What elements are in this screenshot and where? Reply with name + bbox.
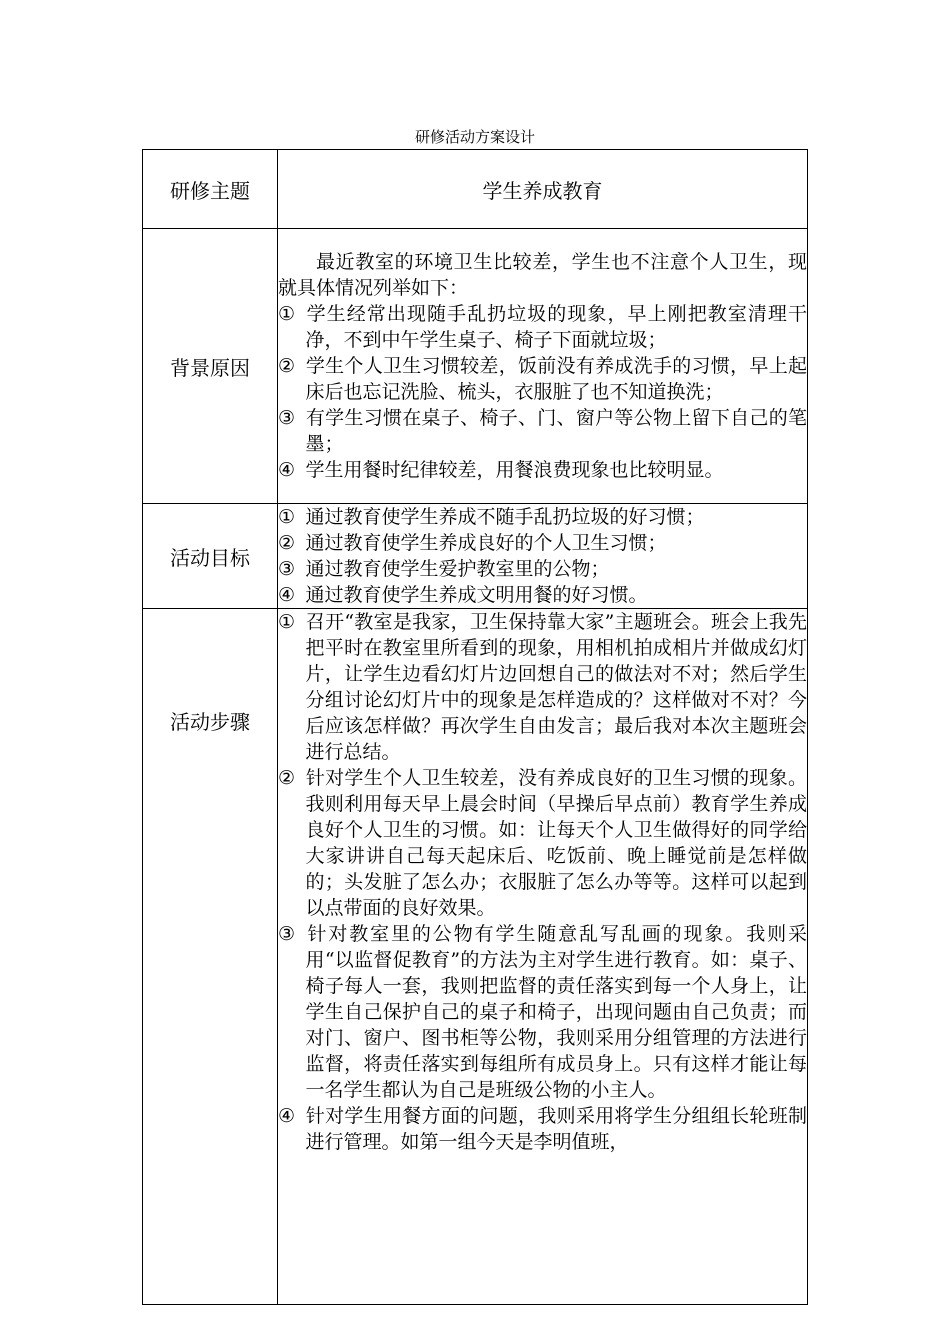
list-item: [278, 921, 807, 1103]
item-text: 针对教室里的公物有学生随意乱写乱画的现象。我则采用“以监督促教育”的方法为主对学生进行教育。如：桌子、椅子每人一套，我则把监督的责任落实到每一个人身上，让学生自己保护自己的桌子和椅子，出现问题由自己负责；而对门、窗户、图书柜等公物，我则采用分组管理的方法进行监督，将责任落实到每组所有成员身上。只有这样才能让每一名学生都认为自己是班级公物的小主人。: [305, 923, 807, 1101]
goals-row: [143, 504, 808, 609]
list-item: [278, 405, 807, 457]
steps-content: [278, 609, 808, 1305]
item-marker: ①: [278, 611, 296, 633]
item-marker: ②: [278, 767, 296, 789]
background-content: [278, 229, 808, 504]
item-text: 通过教育使学生养成文明用餐的好习惯。: [305, 584, 648, 606]
item-marker: ④: [278, 584, 296, 606]
document-title: 研修活动方案设计: [414, 128, 535, 146]
list-item: [278, 504, 807, 530]
item-text: 通过教育使学生养成不随手乱扔垃圾的好习惯；: [305, 506, 705, 528]
steps-label: 活动步骤: [143, 609, 278, 1305]
topic-row: [143, 150, 808, 229]
topic-value: 学生养成教育: [278, 150, 808, 229]
list-item: [278, 765, 807, 921]
item-marker: ②: [278, 355, 296, 377]
background-label: 背景原因: [143, 229, 278, 504]
steps-row: [143, 609, 808, 1305]
list-item: [278, 457, 807, 483]
list-item: [278, 609, 807, 765]
plan-table: [142, 149, 808, 1305]
list-item: [278, 582, 807, 608]
item-marker: ③: [278, 923, 296, 945]
item-text: 召开“教室是我家，卫生保持靠大家”主题班会。班会上我先把平时在教室里所看到的现象，用相机拍成相片并做成幻灯片，让学生边看幻灯片边回想自己的做法对不对；然后学生分组讨论幻灯片中的现象是怎样造成的？这样做对不对？今后应该怎样做？再次学生自由发言；最后我对本次主题班会进行总结。: [305, 611, 807, 763]
item-text: 针对学生个人卫生较差，没有养成良好的卫生习惯的现象。我则利用每天早上晨会时间（早操后早点前）教育学生养成良好个人卫生的习惯。如：让每天个人卫生做得好的同学给大家讲讲自己每天起床后、吃饭前、晚上睡觉前是怎样做的；头发脏了怎么办；衣服脏了怎么办等等。这样可以起到以点带面的良好效果。: [305, 767, 807, 919]
item-text: 学生个人卫生习惯较差，饭前没有养成洗手的习惯，早上起床后也忘记洗脸、梳头，衣服脏了也不知道换洗；: [305, 355, 807, 403]
list-item: [278, 353, 807, 405]
background-intro: 最近教室的环境卫生比较差，学生也不注意个人卫生，现就具体情况列举如下：: [278, 251, 807, 299]
item-marker: ①: [278, 303, 296, 325]
background-row: [143, 229, 808, 504]
item-text: 有学生习惯在桌子、椅子、门、窗户等公物上留下自己的笔墨；: [305, 407, 807, 455]
item-marker: ①: [278, 506, 296, 528]
item-marker: ④: [278, 1105, 296, 1127]
goals-content: [278, 504, 808, 609]
item-text: 学生经常出现随手乱扔垃圾的现象，早上刚把教室清理干净，不到中午学生桌子、椅子下面就垃圾；: [305, 303, 807, 351]
item-marker: ③: [278, 407, 296, 429]
list-item: [278, 530, 807, 556]
item-text: 针对学生用餐方面的问题，我则采用将学生分组组长轮班制进行管理。如第一组今天是李明值班，: [305, 1105, 807, 1153]
item-marker: ③: [278, 558, 296, 580]
item-text: 学生用餐时纪律较差，用餐浪费现象也比较明显。: [305, 459, 724, 481]
item-text: 通过教育使学生养成良好的个人卫生习惯；: [305, 532, 667, 554]
item-marker: ②: [278, 532, 296, 554]
list-item: [278, 556, 807, 582]
item-marker: ④: [278, 459, 296, 481]
list-item: [278, 1103, 807, 1155]
topic-label: 研修主题: [143, 150, 278, 229]
list-item: [278, 301, 807, 353]
goals-label: 活动目标: [143, 504, 278, 609]
item-text: 通过教育使学生爱护教室里的公物；: [305, 558, 610, 580]
